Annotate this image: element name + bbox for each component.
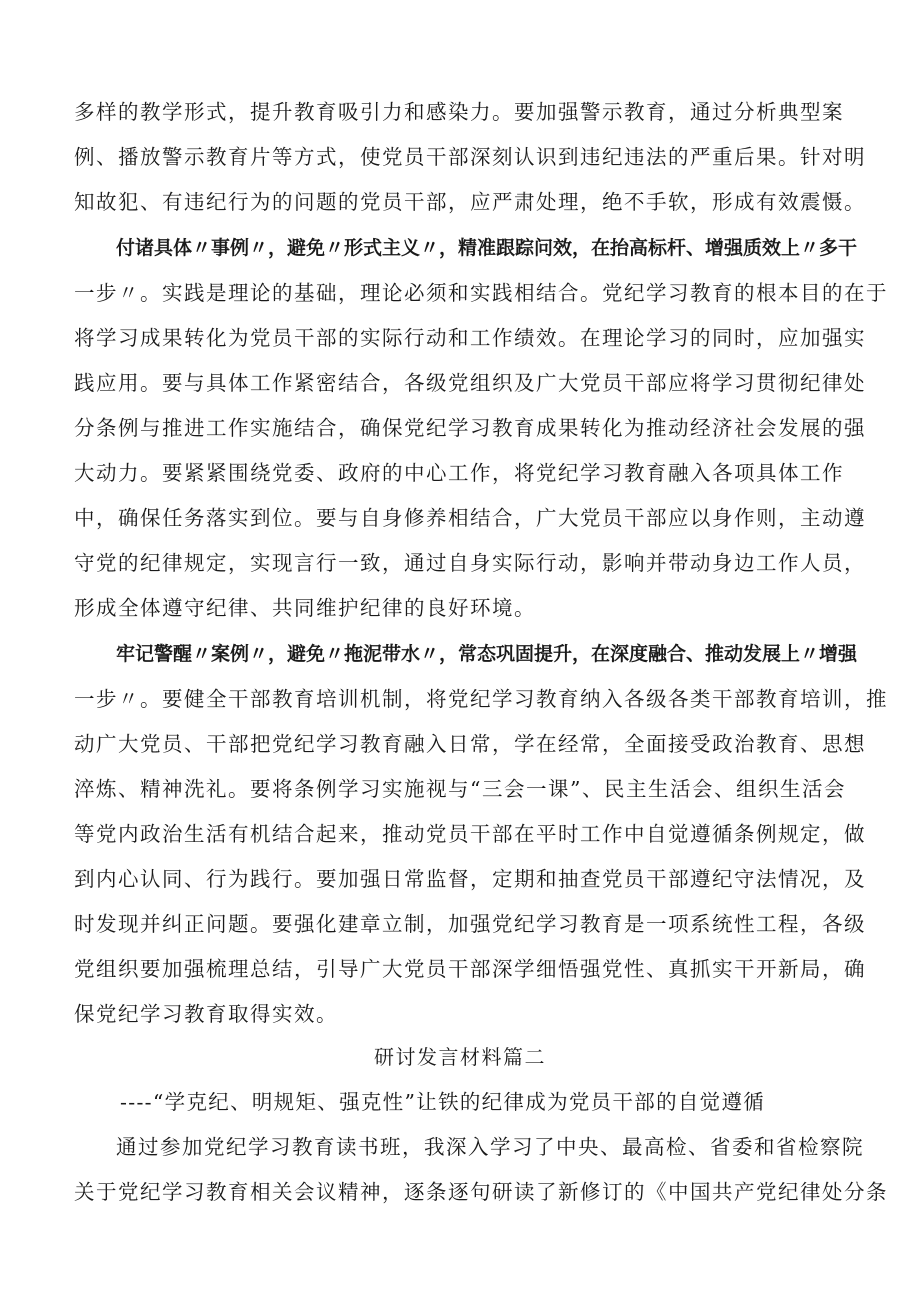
- paragraph-line: 动广大党员、干部把党纪学习教育融入日常，学在经常，全面接受政治教育、思想: [74, 732, 866, 756]
- paragraph-line: 守党的纪律规定，实现言行一致，通过自身实际行动，影响并带动身边工作人员，: [74, 551, 866, 575]
- paragraph-line: 时发现并纠正问题。要强化建章立制，加强党纪学习教育是一项系统性工程，各级: [74, 912, 866, 936]
- paragraph-line: 知故犯、有违纪行为的问题的党员干部，应严肃处理，绝不手软，形成有效震慑。: [74, 190, 866, 214]
- paragraph-line: 党组织要加强梳理总结，引导广大党员干部深学细悟强党性、真抓实干开新局，确: [74, 957, 866, 981]
- paragraph-line: 中，确保任务落实到位。要与自身修养相结合，广大党员干部应以身作则，主动遵: [74, 506, 866, 530]
- section-subtitle: ----“学克纪、明规矩、强克性”让铁的纪律成为党员干部的自觉遵循: [120, 1090, 766, 1114]
- paragraph-line: 一步〃。实践是理论的基础，理论必须和实践相结合。党纪学习教育的根本目的在于: [74, 281, 888, 305]
- paragraph-line: 等党内政治生活有机结合起来，推动党员干部在平时工作中自觉遵循条例规定，做: [74, 822, 866, 846]
- paragraph-line: 保党纪学习教育取得实效。: [74, 1002, 338, 1026]
- paragraph-line: 将学习成果转化为党员干部的实际行动和工作绩效。在理论学习的同时，应加强实: [74, 326, 866, 350]
- paragraph-line: 淬炼、精神洗礼。要将条例学习实施视与“三会一课”、民主生活会、组织生活会: [74, 777, 846, 801]
- paragraph-line: 到内心认同、行为践行。要加强日常监督，定期和抽查党员干部遵纪守法情况，及: [74, 867, 866, 891]
- paragraph-line: 例、播放警示教育片等方式，使党员干部深刻认识到违纪违法的严重后果。针对明: [74, 145, 866, 169]
- paragraph-line: 关于党纪学习教育相关会议精神，逐条逐句研读了新修订的《中国共产党纪律处分条: [74, 1180, 888, 1204]
- paragraph-line: 形成全体遵守纪律、共同维护纪律的良好环境。: [74, 596, 536, 620]
- paragraph-line: 大动力。要紧紧围绕党委、政府的中心工作，将党纪学习教育融入各项具体工作: [74, 461, 844, 485]
- section-heading-line: 付诸具体〃事例〃，避免〃形式主义〃，精准跟踪问效，在抬高标杆、增强质效上〃多干: [116, 237, 858, 259]
- paragraph-line: 一步〃。要健全干部教育培训机制，将党纪学习教育纳入各级各类干部教育培训，推: [74, 687, 888, 711]
- section-heading-line: 牢记警醒〃案例〃，避免〃拖泥带水〃，常态巩固提升，在深度融合、推动发展上〃增强: [116, 643, 858, 665]
- section-title: 研讨发言材料篇二: [374, 1045, 546, 1069]
- paragraph-line: 多样的教学形式，提升教育吸引力和感染力。要加强警示教育，通过分析典型案: [74, 100, 844, 124]
- paragraph-line: 践应用。要与具体工作紧密结合，各级党组织及广大党员干部应将学习贯彻纪律处: [74, 371, 866, 395]
- paragraph-line: 通过参加党纪学习教育读书班，我深入学习了中央、最高检、省委和省检察院: [116, 1135, 864, 1159]
- paragraph-line: 分条例与推进工作实施结合，确保党纪学习教育成果转化为推动经济社会发展的强: [74, 416, 866, 440]
